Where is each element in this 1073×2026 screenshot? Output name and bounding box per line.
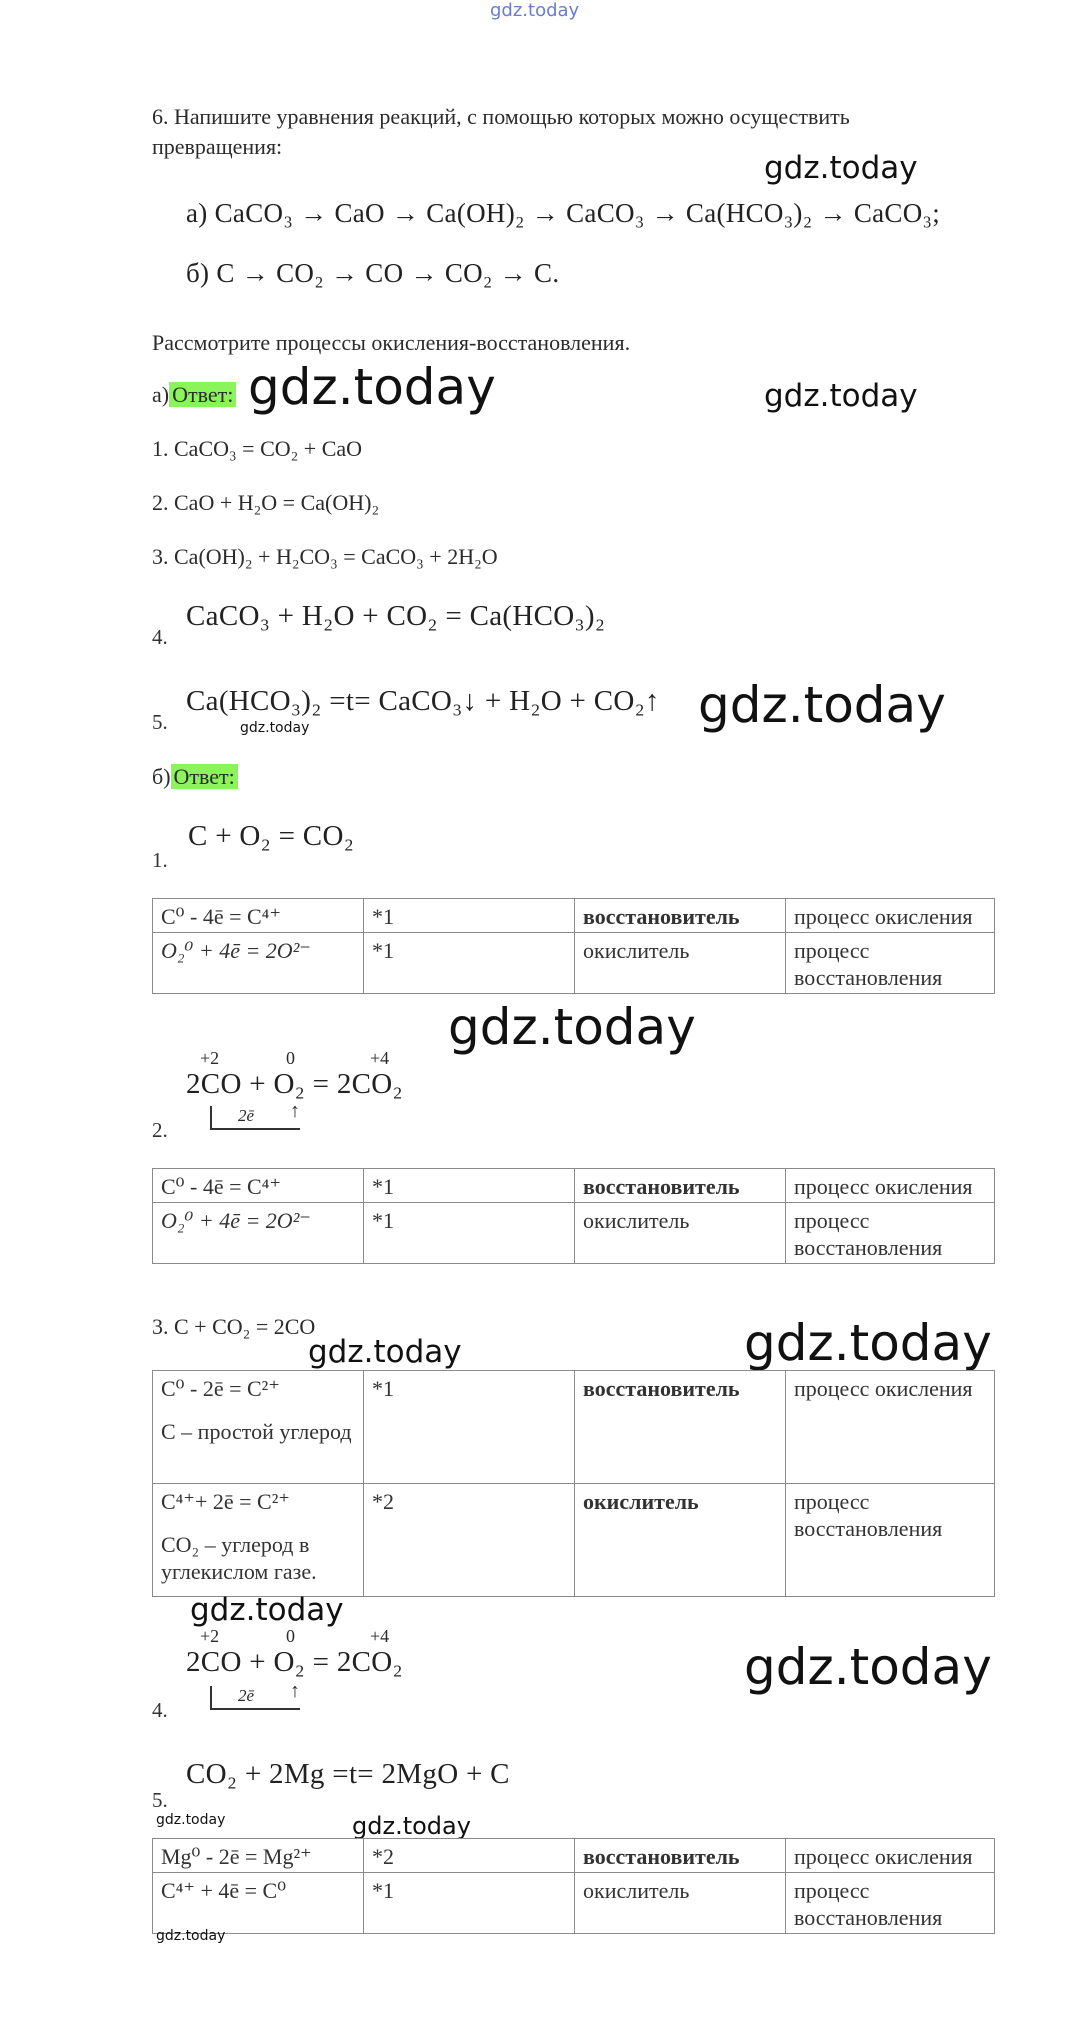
table-row [153, 1873, 995, 1934]
coefficient: *2 [364, 1839, 575, 1873]
process: процесс восстановления [786, 933, 995, 994]
section-a-prefix: а) [152, 382, 170, 407]
half-reaction: C⁴⁺ + 4ē = C⁰ [153, 1873, 364, 1934]
electron-transfer-bracket [210, 1106, 300, 1130]
half-reaction: C⁰ - 4ē = C⁴⁺ [153, 899, 364, 933]
redox-table-3 [152, 1370, 995, 1597]
species-note: C – простой углерод [161, 1419, 352, 1444]
a-eq-1: 1. CaCO₃ = CO₂ + CaO [152, 436, 363, 461]
role: окислитель [575, 1873, 786, 1934]
watermark-3: gdz.today [764, 378, 918, 414]
b-eq-4-ox-co: +2 [200, 1626, 220, 1646]
b-eq-2-ox-o2: 0 [286, 1048, 295, 1068]
process: процесс окисления [786, 1839, 995, 1873]
role: окислитель [575, 1203, 786, 1264]
b-eq-5-number: 5. [152, 1788, 168, 1812]
watermark-10: gdz.today [744, 1638, 992, 1696]
section-b-answer-label: Ответ: [171, 764, 238, 789]
a-eq-5: Ca(HCO₃)₂ =t= CaCO₃↓ + H₂O + CO₂↑ [186, 685, 660, 717]
coefficient: *1 [364, 1873, 575, 1934]
half-reaction: C⁰ - 2ē = C²⁺ [161, 1376, 280, 1401]
table-row [153, 899, 995, 933]
top-watermark: gdz.today [490, 0, 580, 21]
watermark-4: gdz.today [698, 676, 946, 734]
watermark-9: gdz.today [190, 1592, 344, 1628]
watermark-5: gdz.today [240, 720, 310, 736]
coefficient: *1 [364, 1203, 575, 1264]
a-eq-4: CaCO₃ + H₂O + CO₂ = Ca(HCO₃)₂ [186, 600, 606, 632]
process: процесс окисления [786, 1371, 995, 1484]
chain-b: б) C → CO₂ → CO → CO₂ → C. [186, 258, 560, 288]
half-reaction: C⁰ - 4ē = C⁴⁺ [153, 1169, 364, 1203]
task-line-1: 6. Напишите уравнения реакций, с помощью которых можно осуществить [152, 104, 850, 129]
b-eq-2-transfer: 2ē [238, 1106, 255, 1125]
electron-transfer-bracket [210, 1686, 300, 1710]
table-row [153, 1371, 995, 1484]
half-reaction: O₂⁰ + 4ē = 2O²⁻ [153, 1203, 364, 1264]
b-eq-1-number: 1. [152, 848, 168, 872]
half-reaction: O₂⁰ + 4ē = 2O²⁻ [153, 933, 364, 994]
process: процесс окисления [786, 1169, 995, 1203]
task-line-2: превращения: [152, 134, 283, 159]
watermark-8: gdz.today [744, 1314, 992, 1372]
redox-table-1 [152, 898, 995, 994]
b-eq-4-transfer: 2ē [238, 1686, 255, 1705]
a-eq-3: 3. Ca(OH)₂ + H₂CO₃ = CaCO₃ + 2H₂O [152, 544, 498, 569]
redox-table-2 [152, 1168, 995, 1264]
coefficient: *1 [364, 1371, 575, 1484]
half-reaction: Mg⁰ - 2ē = Mg²⁺ [153, 1839, 364, 1873]
coefficient: *2 [364, 1484, 575, 1597]
section-b-prefix: б) [152, 764, 171, 789]
role: окислитель [575, 1484, 786, 1597]
redox-table-5 [152, 1838, 995, 1934]
b-eq-5: CO₂ + 2Mg =t= 2MgO + C [186, 1758, 510, 1790]
coefficient: *1 [364, 933, 575, 994]
process: процесс восстановления [786, 1873, 995, 1934]
coefficient: *1 [364, 899, 575, 933]
b-eq-4-ox-o2: 0 [286, 1626, 295, 1646]
section-b-header [152, 762, 238, 792]
watermark-1: gdz.today [764, 150, 918, 186]
watermark-6: gdz.today [448, 998, 696, 1056]
table-row [153, 1169, 995, 1203]
consider-text: Рассмотрите процессы окисления-восстановления. [152, 330, 631, 355]
table-row [153, 1484, 995, 1597]
a-eq-2: 2. CaO + H₂O = Ca(OH)₂ [152, 490, 380, 515]
table-row [153, 1203, 995, 1264]
b-eq-1: C + O₂ = CO₂ [188, 820, 355, 852]
up-arrow-icon: ↑ [290, 1100, 300, 1122]
coefficient: *1 [364, 1169, 575, 1203]
watermark-12: gdz.today [352, 1812, 471, 1840]
role: восстановитель [575, 1839, 786, 1873]
up-arrow-icon: ↑ [290, 1680, 300, 1702]
b-eq-4-number: 4. [152, 1698, 168, 1722]
b-eq-2-ox-co2: +4 [370, 1048, 390, 1068]
half-reaction-cell [153, 1371, 364, 1484]
process: процесс восстановления [786, 1203, 995, 1264]
b-eq-3: 3. C + CO₂ = 2CO [152, 1314, 316, 1339]
watermark-2: gdz.today [248, 358, 496, 416]
table-row [153, 933, 995, 994]
b-eq-2: 2CO + O₂ = 2CO₂ [186, 1068, 403, 1100]
half-reaction-cell [153, 1484, 364, 1597]
watermark-13: gdz.today [156, 1928, 226, 1944]
half-reaction: C⁴⁺+ 2ē = C²⁺ [161, 1489, 290, 1514]
process: процесс окисления [786, 899, 995, 933]
a-eq-4-number: 4. [152, 625, 168, 649]
role: восстановитель [575, 1169, 786, 1203]
b-eq-4: 2CO + O₂ = 2CO₂ [186, 1646, 403, 1678]
section-a-header [152, 380, 236, 410]
species-note: CO₂ – углерод в углекислом газе. [161, 1532, 317, 1584]
role: восстановитель [575, 1371, 786, 1484]
watermark-11: gdz.today [156, 1812, 226, 1828]
role: окислитель [575, 933, 786, 994]
watermark-7: gdz.today [308, 1334, 462, 1370]
a-eq-5-number: 5. [152, 710, 168, 734]
chain-a: а) CaCO₃ → CaO → Ca(OH)₂ → CaCO₃ → Ca(HCO₃)₂ → CaCO₃; [186, 198, 941, 228]
b-eq-2-number: 2. [152, 1118, 168, 1142]
process: процесс восстановления [786, 1484, 995, 1597]
table-row [153, 1839, 995, 1873]
role: восстановитель [575, 899, 786, 933]
b-eq-4-ox-co2: +4 [370, 1626, 390, 1646]
b-eq-2-ox-co: +2 [200, 1048, 220, 1068]
section-a-answer-label: Ответ: [169, 382, 236, 407]
